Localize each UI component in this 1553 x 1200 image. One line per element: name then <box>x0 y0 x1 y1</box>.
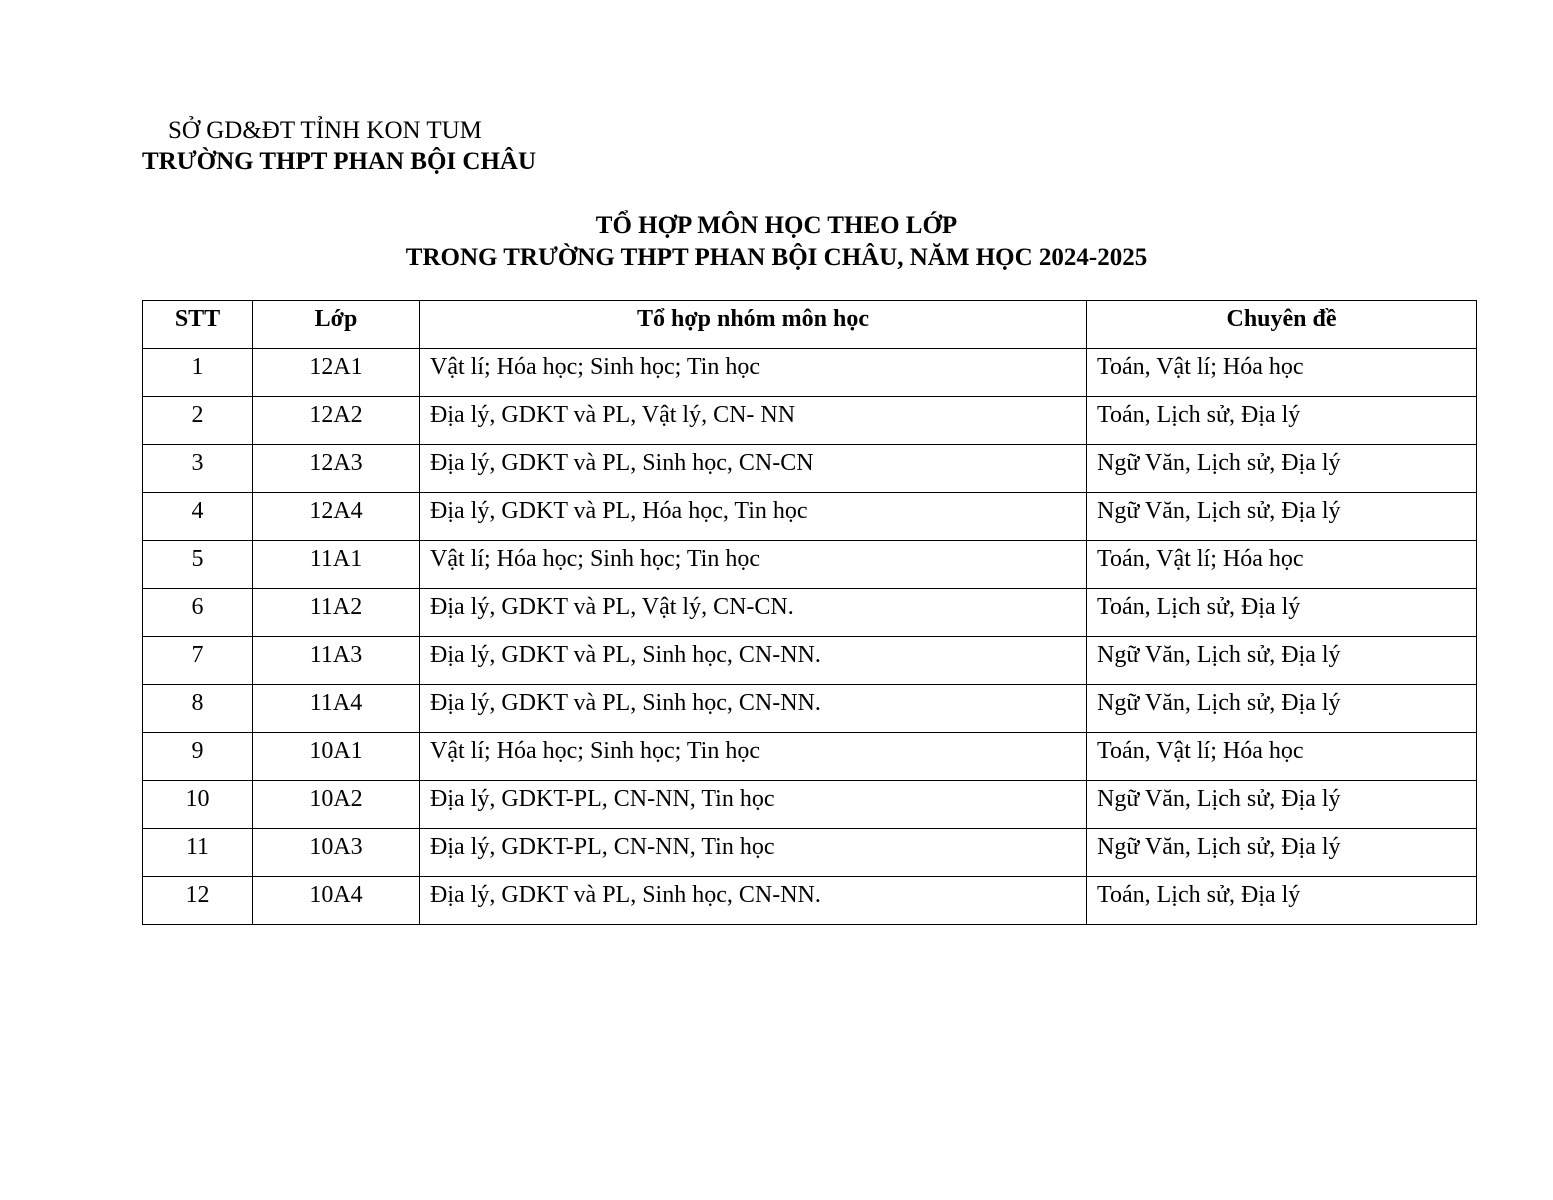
column-header-subject-group: Tổ hợp nhóm môn học <box>420 301 1087 349</box>
cell-topic: Toán, Lịch sử, Địa lý <box>1087 397 1477 445</box>
cell-subject-group: Vật lí; Hóa học; Sinh học; Tin học <box>420 541 1087 589</box>
cell-class: 12A4 <box>253 493 420 541</box>
table-row <box>143 733 1477 781</box>
table-row <box>143 685 1477 733</box>
cell-topic: Ngữ Văn, Lịch sử, Địa lý <box>1087 637 1477 685</box>
table-row <box>143 445 1477 493</box>
cell-class: 10A1 <box>253 733 420 781</box>
cell-class: 11A2 <box>253 589 420 637</box>
table-row <box>143 493 1477 541</box>
cell-topic: Toán, Lịch sử, Địa lý <box>1087 877 1477 925</box>
cell-stt: 9 <box>143 733 253 781</box>
table-row <box>143 397 1477 445</box>
table-row <box>143 589 1477 637</box>
cell-stt: 7 <box>143 637 253 685</box>
cell-stt: 12 <box>143 877 253 925</box>
subject-combination-table <box>142 300 1477 925</box>
cell-class: 10A3 <box>253 829 420 877</box>
cell-class: 10A2 <box>253 781 420 829</box>
cell-topic: Toán, Lịch sử, Địa lý <box>1087 589 1477 637</box>
column-header-stt: STT <box>143 301 253 349</box>
cell-topic: Toán, Vật lí; Hóa học <box>1087 733 1477 781</box>
cell-subject-group: Địa lý, GDKT và PL, Hóa học, Tin học <box>420 493 1087 541</box>
cell-class: 10A4 <box>253 877 420 925</box>
cell-subject-group: Địa lý, GDKT và PL, Sinh học, CN-NN. <box>420 877 1087 925</box>
cell-topic: Ngữ Văn, Lịch sử, Địa lý <box>1087 445 1477 493</box>
table-body <box>143 349 1477 925</box>
cell-stt: 5 <box>143 541 253 589</box>
table-header-row <box>143 301 1477 349</box>
cell-class: 11A3 <box>253 637 420 685</box>
cell-subject-group: Địa lý, GDKT và PL, Sinh học, CN-CN <box>420 445 1087 493</box>
cell-class: 12A1 <box>253 349 420 397</box>
cell-subject-group: Địa lý, GDKT và PL, Vật lý, CN-CN. <box>420 589 1087 637</box>
cell-subject-group: Địa lý, GDKT-PL, CN-NN, Tin học <box>420 829 1087 877</box>
cell-topic: Toán, Vật lí; Hóa học <box>1087 541 1477 589</box>
cell-stt: 1 <box>143 349 253 397</box>
cell-subject-group: Địa lý, GDKT và PL, Sinh học, CN-NN. <box>420 637 1087 685</box>
cell-class: 12A3 <box>253 445 420 493</box>
cell-subject-group: Địa lý, GDKT và PL, Vật lý, CN- NN <box>420 397 1087 445</box>
cell-topic: Toán, Vật lí; Hóa học <box>1087 349 1477 397</box>
table-row <box>143 637 1477 685</box>
cell-stt: 8 <box>143 685 253 733</box>
table-row <box>143 541 1477 589</box>
cell-topic: Ngữ Văn, Lịch sử, Địa lý <box>1087 781 1477 829</box>
table-row <box>143 781 1477 829</box>
cell-stt: 10 <box>143 781 253 829</box>
table-row <box>143 829 1477 877</box>
title-line-1: TỔ HỢP MÔN HỌC THEO LỚP <box>595 212 958 239</box>
cell-stt: 6 <box>143 589 253 637</box>
cell-subject-group: Địa lý, GDKT và PL, Sinh học, CN-NN. <box>420 685 1087 733</box>
title-line-2: TRONG TRƯỜNG THPT PHAN BỘI CHÂU, NĂM HỌC 2024-2025 <box>405 244 1148 271</box>
cell-stt: 2 <box>143 397 253 445</box>
document-title <box>0 210 1553 274</box>
cell-topic: Ngữ Văn, Lịch sử, Địa lý <box>1087 829 1477 877</box>
cell-subject-group: Địa lý, GDKT-PL, CN-NN, Tin học <box>420 781 1087 829</box>
cell-class: 12A2 <box>253 397 420 445</box>
cell-topic: Ngữ Văn, Lịch sử, Địa lý <box>1087 493 1477 541</box>
column-header-topic: Chuyên đề <box>1087 301 1477 349</box>
table-row <box>143 349 1477 397</box>
document-header <box>142 116 536 178</box>
school-name: TRƯỜNG THPT PHAN BỘI CHÂU <box>142 148 537 175</box>
cell-stt: 3 <box>143 445 253 493</box>
table-row <box>143 877 1477 925</box>
department-name: SỞ GD&ĐT TỈNH KON TUM <box>168 117 482 144</box>
cell-subject-group: Vật lí; Hóa học; Sinh học; Tin học <box>420 733 1087 781</box>
cell-class: 11A1 <box>253 541 420 589</box>
cell-stt: 4 <box>143 493 253 541</box>
cell-subject-group: Vật lí; Hóa học; Sinh học; Tin học <box>420 349 1087 397</box>
column-header-class: Lớp <box>253 301 420 349</box>
cell-class: 11A4 <box>253 685 420 733</box>
cell-topic: Ngữ Văn, Lịch sử, Địa lý <box>1087 685 1477 733</box>
cell-stt: 11 <box>143 829 253 877</box>
